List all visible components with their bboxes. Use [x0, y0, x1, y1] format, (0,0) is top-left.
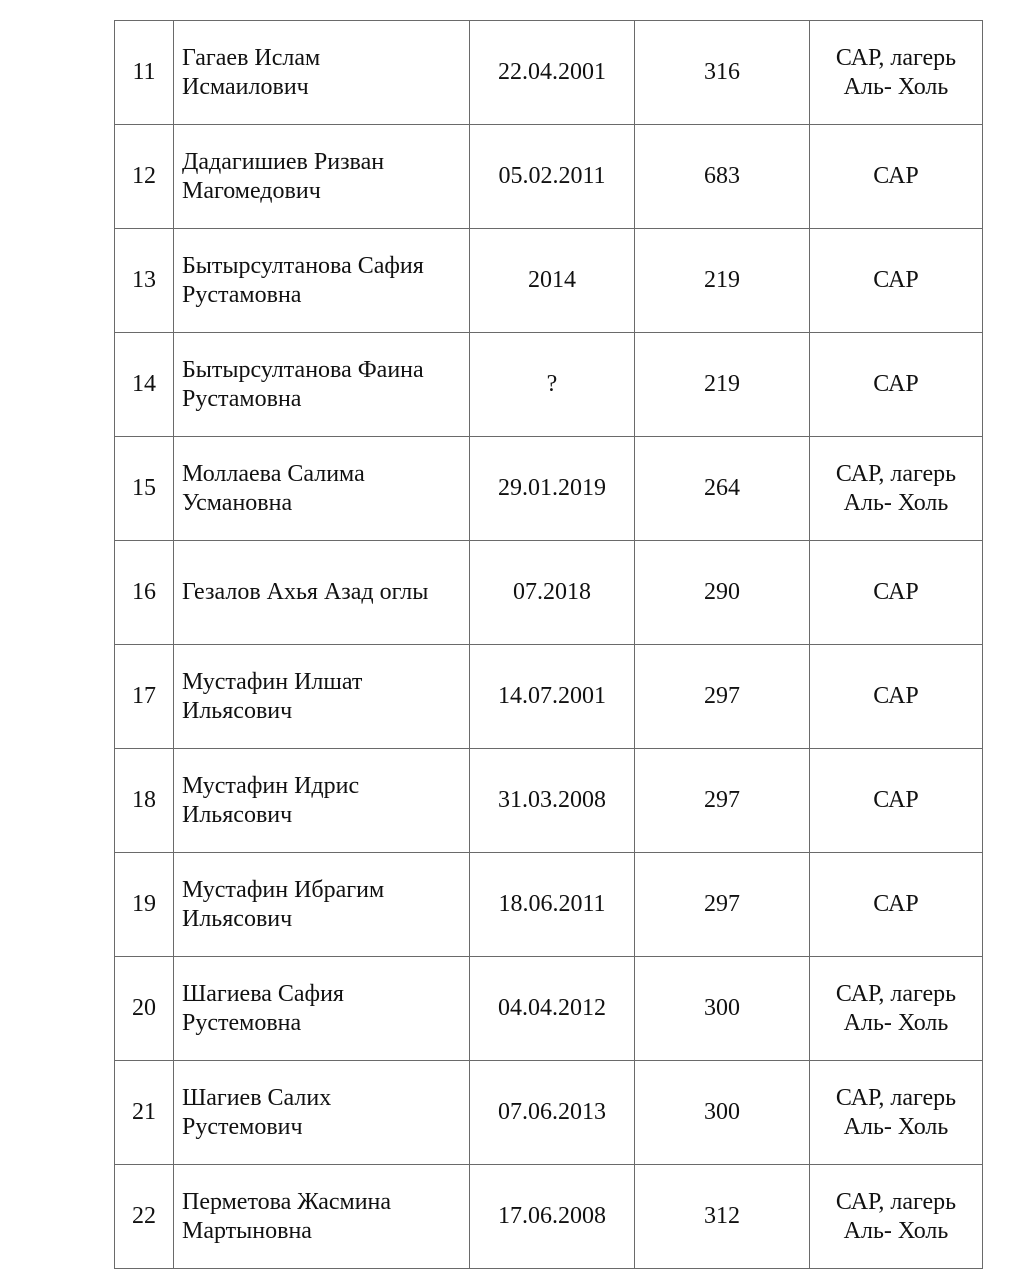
full-name-line-2: Рустемович: [182, 1113, 303, 1140]
birth-date-cell: [470, 541, 635, 645]
full-name-line-2: Исмаилович: [182, 73, 309, 100]
row-number-cell: [115, 957, 174, 1061]
row-number-cell: [115, 1061, 174, 1165]
birth-date: 22.04.2001: [498, 59, 606, 85]
full-name-cell: [174, 125, 470, 229]
row-number: 21: [132, 1099, 156, 1125]
row-number: 11: [132, 59, 156, 85]
birth-date: 14.07.2001: [498, 683, 606, 709]
full-name-line-2: Рустамовна: [182, 281, 302, 308]
birth-date: 18.06.2011: [498, 891, 606, 917]
location-line-1: САР: [873, 163, 919, 189]
full-name-line-1: Гагаев Ислам: [182, 44, 321, 71]
full-name-line-2: Рустемовна: [182, 1009, 302, 1036]
full-name-line-1: Бытырсултанова Сафия: [182, 252, 424, 279]
number-cell: [635, 1165, 810, 1269]
full-name-line-1: Бытырсултанова Фаина: [182, 356, 424, 383]
row-number: 20: [132, 995, 156, 1021]
birth-date: 07.2018: [513, 579, 591, 605]
row-number: 18: [132, 787, 156, 813]
row-number: 17: [132, 683, 156, 709]
full-name-line-2: Ильясович: [182, 697, 293, 724]
number-cell: [635, 749, 810, 853]
record-number: 300: [704, 1099, 740, 1125]
number-cell: [635, 853, 810, 957]
full-name-cell: [174, 749, 470, 853]
record-number: 219: [704, 371, 740, 397]
row-number-cell: [115, 541, 174, 645]
birth-date-cell: [470, 125, 635, 229]
record-number: 290: [704, 579, 740, 605]
location-line-1: САР: [873, 891, 919, 917]
number-cell: [635, 1061, 810, 1165]
birth-date-cell: [470, 853, 635, 957]
table-row: [115, 21, 983, 125]
table-row: [115, 333, 983, 437]
full-name-cell: [174, 645, 470, 749]
full-name-line-2: Магомедович: [182, 177, 321, 204]
row-number: 15: [132, 475, 156, 501]
full-name-line-1: Моллаева Салима: [182, 460, 365, 487]
location-cell: [810, 229, 983, 333]
row-number: 13: [132, 267, 156, 293]
full-name-line-1: Шагиева Сафия: [182, 980, 344, 1007]
location-cell: [810, 749, 983, 853]
row-number-cell: [115, 749, 174, 853]
record-number: 297: [704, 891, 740, 917]
full-name-cell: [174, 437, 470, 541]
number-cell: [635, 125, 810, 229]
record-number: 316: [704, 59, 740, 85]
birth-date: 04.04.2012: [498, 995, 606, 1021]
location-cell: [810, 1061, 983, 1165]
number-cell: [635, 957, 810, 1061]
location-cell: [810, 21, 983, 125]
record-number: 219: [704, 267, 740, 293]
full-name-cell: [174, 1061, 470, 1165]
number-cell: [635, 541, 810, 645]
birth-date: 05.02.2011: [498, 163, 606, 189]
full-name-cell: [174, 21, 470, 125]
row-number: 12: [132, 163, 156, 189]
record-number: 312: [704, 1203, 740, 1229]
row-number: 22: [132, 1203, 156, 1229]
full-name-line-1: Перметова Жасмина: [182, 1188, 392, 1215]
full-name-line-1: Мустафин Ибрагим: [182, 876, 385, 903]
location-line-1: САР, лагерь: [835, 1084, 957, 1111]
birth-date: 17.06.2008: [498, 1203, 606, 1229]
full-name-cell: [174, 333, 470, 437]
location-line-2: Аль- Холь: [843, 489, 949, 516]
table-row: [115, 125, 983, 229]
table-row: [115, 853, 983, 957]
birth-date-cell: [470, 1061, 635, 1165]
row-number-cell: [115, 229, 174, 333]
table-body: [115, 21, 983, 1269]
table-row: [115, 957, 983, 1061]
full-name-line-1: Мустафин Идрис: [182, 772, 360, 799]
row-number-cell: [115, 645, 174, 749]
location-line-2: Аль- Холь: [843, 73, 949, 100]
row-number-cell: [115, 21, 174, 125]
location-line-1: САР, лагерь: [835, 44, 957, 71]
row-number-cell: [115, 125, 174, 229]
location-line-1: САР: [873, 579, 919, 605]
record-number: 683: [704, 163, 740, 189]
birth-date: ?: [546, 371, 558, 397]
birth-date-cell: [470, 333, 635, 437]
location-line-2: Аль- Холь: [843, 1113, 949, 1140]
row-number-cell: [115, 333, 174, 437]
full-name-cell: [174, 1165, 470, 1269]
birth-date: 29.01.2019: [498, 475, 606, 501]
full-name-line-1: Дадагишиев Ризван: [182, 148, 385, 175]
records-table: [114, 20, 983, 1269]
full-name-line-2: Ильясович: [182, 905, 293, 932]
location-cell: [810, 1165, 983, 1269]
row-number: 16: [132, 579, 156, 605]
birth-date: 2014: [528, 267, 576, 293]
full-name-line-2: Усмановна: [182, 489, 293, 516]
birth-date-cell: [470, 749, 635, 853]
number-cell: [635, 21, 810, 125]
record-number: 264: [704, 475, 740, 501]
row-number-cell: [115, 437, 174, 541]
number-cell: [635, 229, 810, 333]
birth-date: 31.03.2008: [498, 787, 606, 813]
location-line-1: САР: [873, 371, 919, 397]
full-name-line-2: Мартыновна: [182, 1217, 312, 1244]
location-line-1: САР, лагерь: [835, 460, 957, 487]
location-line-1: САР, лагерь: [835, 1188, 957, 1215]
full-name-cell: [174, 853, 470, 957]
record-number: 297: [704, 683, 740, 709]
location-cell: [810, 541, 983, 645]
birth-date-cell: [470, 437, 635, 541]
full-name-cell: [174, 229, 470, 333]
table-row: [115, 437, 983, 541]
birth-date: 07.06.2013: [498, 1099, 606, 1125]
record-number: 297: [704, 787, 740, 813]
row-number-cell: [115, 1165, 174, 1269]
number-cell: [635, 437, 810, 541]
location-cell: [810, 125, 983, 229]
location-cell: [810, 645, 983, 749]
birth-date-cell: [470, 1165, 635, 1269]
full-name-line-2: Ильясович: [182, 801, 293, 828]
birth-date-cell: [470, 957, 635, 1061]
location-cell: [810, 333, 983, 437]
table-row: [115, 541, 983, 645]
location-line-1: САР: [873, 683, 919, 709]
table-row: [115, 645, 983, 749]
location-line-1: САР: [873, 267, 919, 293]
location-line-2: Аль- Холь: [843, 1009, 949, 1036]
full-name-line-1: Шагиев Салих: [182, 1084, 332, 1111]
row-number-cell: [115, 853, 174, 957]
full-name-line-2: Рустамовна: [182, 385, 302, 412]
row-number: 14: [132, 371, 156, 397]
location-line-1: САР: [873, 787, 919, 813]
record-number: 300: [704, 995, 740, 1021]
table-row: [115, 1061, 983, 1165]
table-row: [115, 229, 983, 333]
location-line-2: Аль- Холь: [843, 1217, 949, 1244]
location-cell: [810, 853, 983, 957]
table-row: [115, 749, 983, 853]
number-cell: [635, 645, 810, 749]
full-name-cell: [174, 541, 470, 645]
full-name-cell: [174, 957, 470, 1061]
birth-date-cell: [470, 229, 635, 333]
number-cell: [635, 333, 810, 437]
birth-date-cell: [470, 645, 635, 749]
full-name-line-1: Мустафин Илшат: [182, 668, 363, 695]
location-cell: [810, 957, 983, 1061]
location-cell: [810, 437, 983, 541]
full-name-line-1: Гезалов Ахья Азад оглы: [182, 579, 429, 605]
table-row: [115, 1165, 983, 1269]
row-number: 19: [132, 891, 156, 917]
birth-date-cell: [470, 21, 635, 125]
location-line-1: САР, лагерь: [835, 980, 957, 1007]
